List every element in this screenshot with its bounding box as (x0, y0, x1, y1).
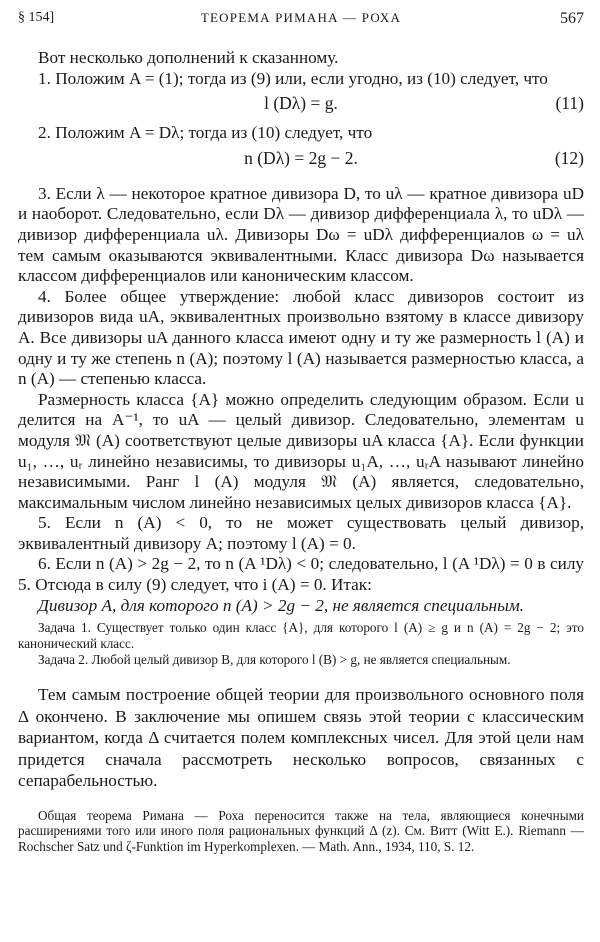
equation-12-expression: n (Dλ) = 2g − 2. (244, 147, 358, 168)
intro-paragraph: Вот несколько дополнений к сказанному. (38, 48, 339, 67)
equation-12-number: (12) (554, 147, 584, 168)
item-1-paragraph: 1. Положим A = (1); тогда из (9) или, если угодно, из (10) следует, что (38, 68, 548, 88)
book-page (18, 0, 584, 942)
equation-12 (18, 144, 584, 174)
theorem-statement: Дивизор A, для которого n (A) > 2g − 2, не является специальным. (38, 595, 524, 615)
item-5-paragraph: 5. Если n (A) < 0, то не может существовать целый дивизор, эквивалентный дивизору A; поэтому l (A) = 0. (18, 513, 584, 553)
item-3-paragraph: 3. Если λ — некоторое кратное дивизора D, то uλ — кратное дивизора uD и наоборот. Следовательно, если Dλ — дивизор дифференциала λ, то uDλ — дивизор дифференциала uλ. Дивизоры Dω = uDλ дифференциалов ω = uλ тем самым оказываются эквивалентными. Класс дивизора Dω называется классом дифференциалов или каноническим классом. (18, 183, 584, 286)
section-number: § 154] (18, 10, 55, 25)
item-6-paragraph: 6. Если n (A) > 2g − 2, то n (A ¹Dλ) < 0; следовательно, l (A ¹Dλ) = 0 в силу 5. Отсюда в силу (9) следует, что i (A) = 0. Итак: (18, 554, 584, 595)
equation-11-expression: l (Dλ) = g. (264, 93, 338, 114)
item-4-paragraph: 4. Более общее утверждение: любой класс дивизоров состоит из дивизоров вида uA, эквивалентных произвольно взятому в классе дивизору A. Все дивизоры uA данного класса имеют одну и ту же размерность l (A) и одну и ту же степень n (A); поэтому l (A) называется размерностью класса, а n (A) — степенью класса. (18, 286, 584, 389)
problem-1: Задача 1. Существует только один класс {A}, для которого l (A) ≥ g и n (A) = 2g − 2; это канонический класс. (18, 620, 584, 652)
running-header (18, 10, 584, 30)
equation-11 (18, 89, 584, 119)
footnote: Общая теорема Римана — Роха переносится также на тела, являющиеся конечными расширениями того или иного поля рациональных функций Δ (z). См. Витт (Witt E.). Riemann — Rochscher Satz und ζ-Funktion im Hyperkomplexen. — Math. Ann., 1934, 110, S. 12. (18, 807, 584, 854)
conclusion-paragraph: Тем самым построение общей теории для произвольного основного поля Δ окончено. В заключение мы опишем связь этой теории с классическим вариантом, когда Δ считается полем комплексных чисел. Для этой цели нам придется сначала рассмотреть несколько вопросов, связанных с сепарабельностью. (18, 685, 584, 791)
problem-2: Задача 2. Любой целый дивизор B, для которого l (B) > g, не является специальным. (38, 652, 511, 668)
page-number: 567 (560, 10, 584, 27)
page-body (18, 48, 584, 855)
item-2-paragraph: 2. Положим A = Dλ; тогда из (10) следует, что (38, 123, 373, 143)
dimension-paragraph: Размерность класса {A} можно определить следующим образом. Если u делится на A⁻¹, то uA — целый дивизор. Следовательно, элементам u модуля 𝔐 (A) соответствуют целые дивизоры uA класса {A}. Если функции u₁, …, uᵣ линейно независимы, то дивизоры u₁A, …, uᵣA называют линейно независимыми. Ранг l (A) модуля 𝔐 (A) является, следовательно, максимальным числом линейно независимых целых дивизоров класса {A}. (18, 389, 584, 512)
equation-11-number: (11) (555, 93, 584, 114)
running-title: ТЕОРЕМА РИМАНА — РОХА (200, 10, 402, 25)
